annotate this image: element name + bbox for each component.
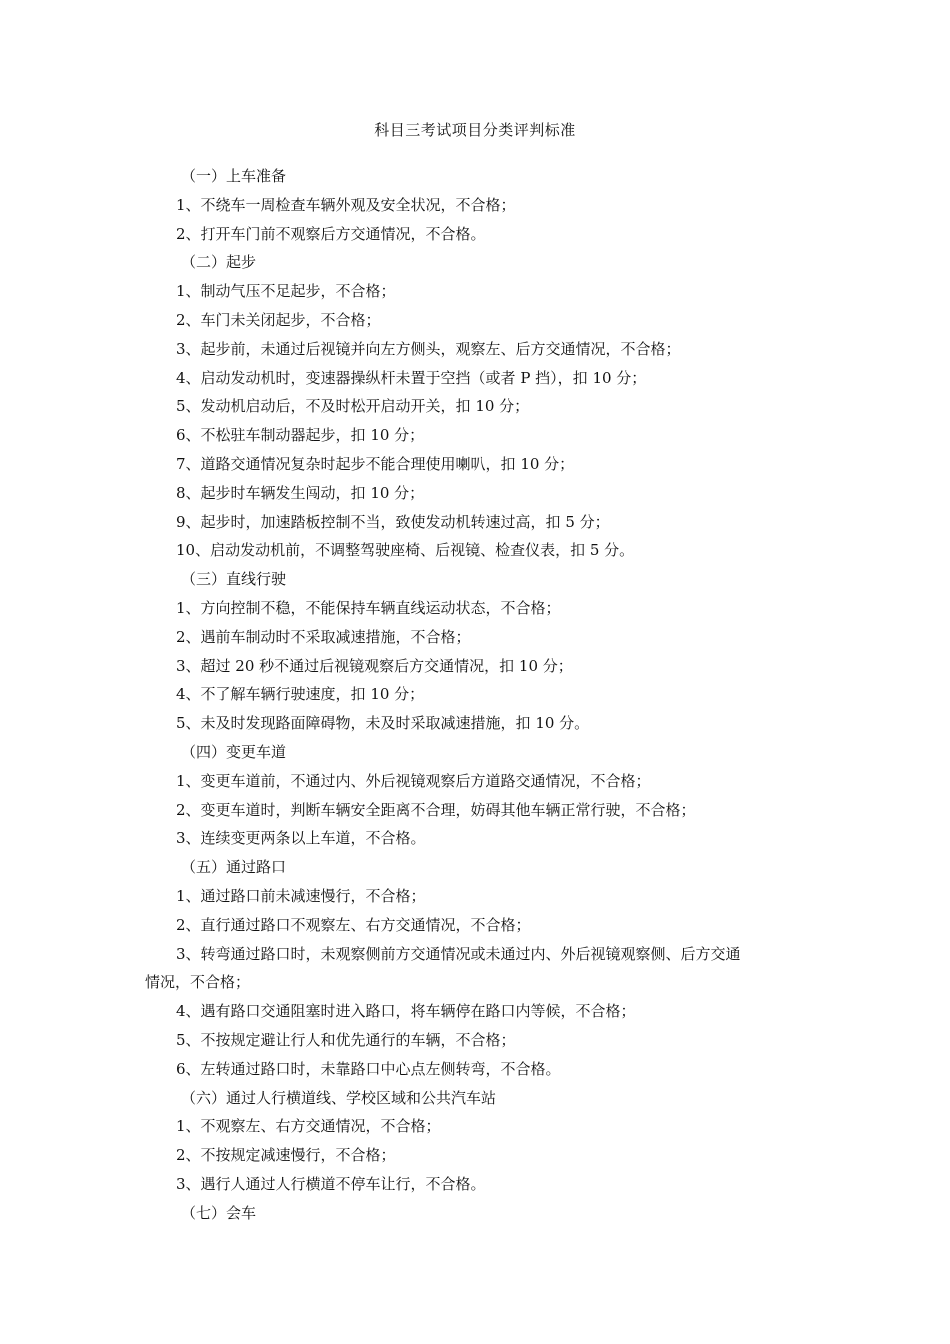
list-item: 7、道路交通情况复杂时起步不能合理使用喇叭，扣 10 分； [176,454,575,473]
list-item: 1、通过路口前未减速慢行，不合格； [176,886,426,905]
list-item: 2、不按规定减速慢行，不合格； [176,1146,396,1165]
list-item: 1、变更车道前，不通过内、外后视镜观察后方道路交通情况，不合格； [176,771,651,790]
section-heading: （三）直线行驶 [181,570,287,589]
list-item: 6、左转通过路口时，未靠路口中心点左侧转弯，不合格。 [176,1059,561,1078]
list-item: 5、发动机启动后，不及时松开启动开关，扣 10 分； [176,397,530,416]
list-item: 3、转弯通过路口时，未观察侧前方交通情况或未通过内、外后视镜观察侧、后方交通 [176,944,741,963]
list-item: 5、不按规定避让行人和优先通行的车辆，不合格； [176,1030,516,1049]
section-heading: （七）会车 [181,1203,257,1222]
list-item: 5、未及时发现路面障碍物，未及时采取减速措施，扣 10 分。 [176,714,590,733]
list-item: 2、遇前车制动时不采取减速措施，不合格； [176,627,471,646]
list-item: 1、不观察左、右方交通情况，不合格； [176,1117,441,1136]
list-item: 4、不了解车辆行驶速度，扣 10 分； [176,685,425,704]
list-item: 2、打开车门前不观察后方交通情况，不合格。 [176,224,486,243]
list-item: 4、启动发动机时，变速器操纵杆未置于空挡（或者 P 挡），扣 10 分； [176,368,647,387]
list-item: 6、不松驻车制动器起步，扣 10 分； [176,426,425,445]
list-item: 2、车门未关闭起步，不合格； [176,310,381,329]
list-item: 3、超过 20 秒不通过后视镜观察后方交通情况，扣 10 分； [176,656,573,675]
section-heading: （二）起步 [181,253,257,272]
list-item: 情况，不合格； [145,973,251,992]
section-heading: （四）变更车道 [181,742,287,761]
list-item: 9、起步时，加速踏板控制不当，致使发动机转速过高，扣 5 分； [176,512,610,531]
section-heading: （五）通过路口 [181,858,287,877]
list-item: 1、不绕车一周检查车辆外观及安全状况，不合格； [176,195,516,214]
document-title: 科目三考试项目分类评判标准 [374,121,576,139]
list-item: 3、连续变更两条以上车道，不合格。 [176,829,426,848]
list-item: 2、直行通过路口不观察左、右方交通情况，不合格； [176,915,531,934]
list-item: 4、遇有路口交通阻塞时进入路口，将车辆停在路口内等候，不合格； [176,1002,636,1021]
list-item: 2、变更车道时，判断车辆安全距离不合理，妨碍其他车辆正常行驶，不合格； [176,800,696,819]
section-heading: （六）通过人行横道线、学校区域和公共汽车站 [181,1088,497,1107]
list-item: 10、启动发动机前，不调整驾驶座椅、后视镜、检查仪表，扣 5 分。 [176,541,635,560]
list-item: 1、方向控制不稳，不能保持车辆直线运动状态，不合格； [176,598,561,617]
section-heading: （一）上车准备 [181,167,287,185]
list-item: 3、起步前，未通过后视镜并向左方侧头，观察左、后方交通情况，不合格； [176,339,681,358]
list-item: 1、制动气压不足起步，不合格； [176,282,396,301]
list-item: 8、起步时车辆发生闯动，扣 10 分； [176,483,425,502]
document-body [145,162,813,1227]
list-item: 3、遇行人通过人行横道不停车让行，不合格。 [176,1174,486,1193]
